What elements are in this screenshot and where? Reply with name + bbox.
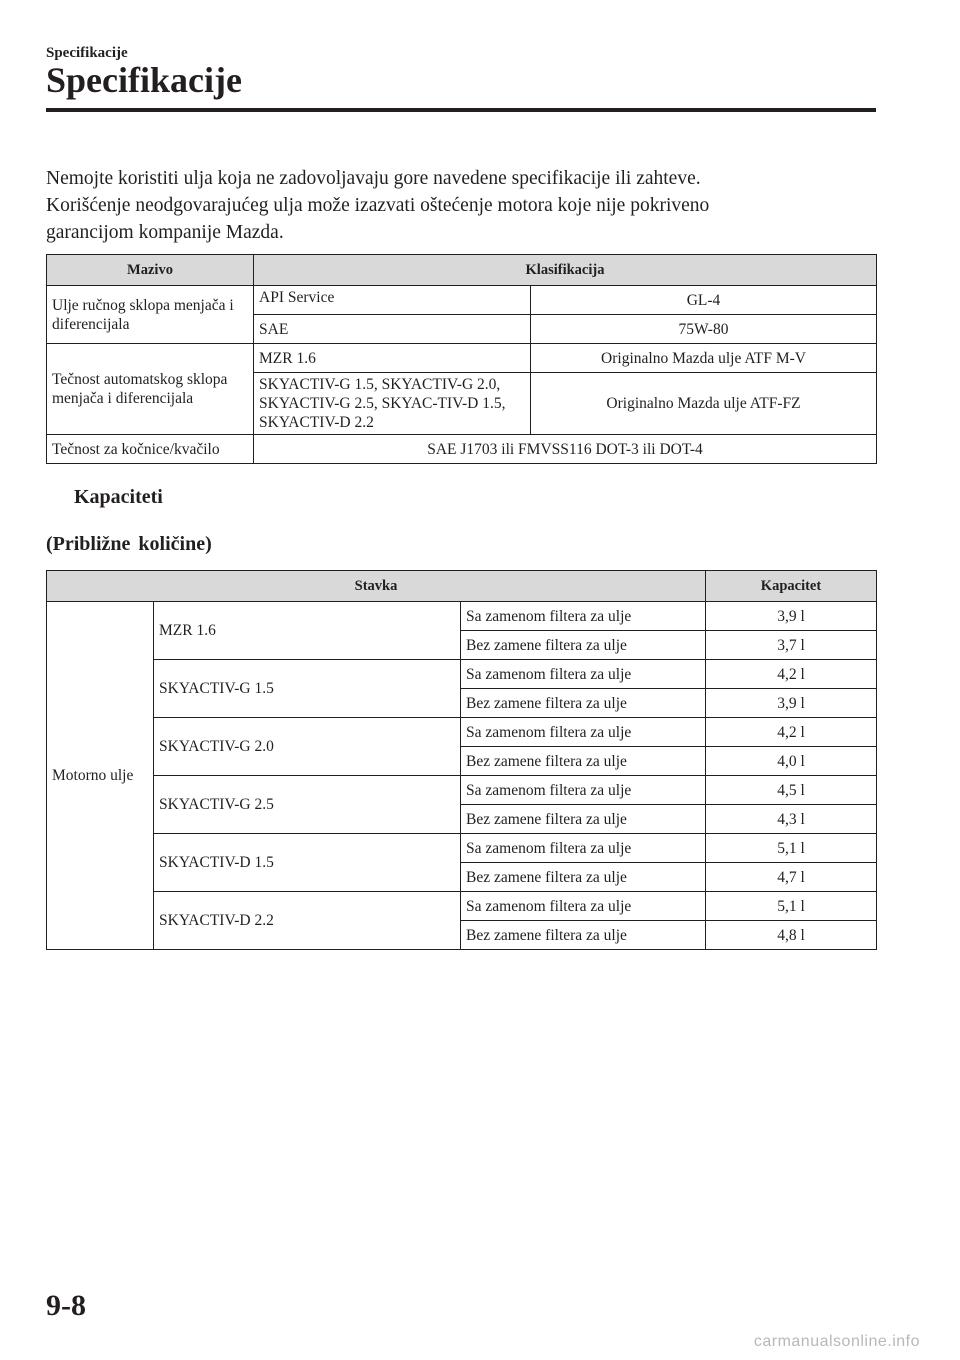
intro-line: garancijom kompanije Mazda. — [46, 222, 284, 243]
table-row — [47, 834, 877, 863]
capacity-desc: Bez zamene filtera za ulje — [461, 805, 706, 834]
header-klasifikacija: Klasifikacija — [254, 255, 877, 286]
capacity-table — [46, 570, 877, 950]
capacity-value: 4,5 l — [706, 776, 877, 805]
lubricant-spec-value: SAE J1703 ili FMVSS116 DOT-3 ili DOT-4 — [254, 435, 877, 464]
capacity-desc: Bez zamene filtera za ulje — [461, 747, 706, 776]
header-stavka: Stavka — [47, 571, 706, 602]
lubricant-name: Tečnost automatskog sklopa menjača i diferencijala — [47, 344, 254, 435]
lubricant-spec-key: API Service — [254, 286, 531, 315]
table-row — [47, 435, 877, 464]
engine-name: SKYACTIV-G 1.5 — [154, 660, 461, 718]
subheading: (Približne količine) — [46, 533, 212, 555]
page-number: 9-8 — [46, 1289, 86, 1322]
capacity-desc: Bez zamene filtera za ulje — [461, 631, 706, 660]
intro-line: Nemojte koristiti ulja koja ne zadovoljavaju gore navedene specifikacije ili zahteve. — [46, 168, 701, 189]
capacity-desc: Sa zamenom filtera za ulje — [461, 892, 706, 921]
capacity-value: 4,7 l — [706, 863, 877, 892]
intro-paragraph — [46, 165, 866, 246]
capacity-desc: Bez zamene filtera za ulje — [461, 921, 706, 950]
capacity-value: 4,3 l — [706, 805, 877, 834]
engine-name: SKYACTIV-D 2.2 — [154, 892, 461, 950]
table-row — [47, 286, 877, 315]
table-header-row — [47, 571, 877, 602]
engine-name: SKYACTIV-G 2.5 — [154, 776, 461, 834]
table-row — [47, 602, 877, 631]
table-row — [47, 344, 877, 373]
capacity-desc: Sa zamenom filtera za ulje — [461, 660, 706, 689]
capacity-value: 5,1 l — [706, 892, 877, 921]
table-row — [47, 718, 877, 747]
lubricant-name: Ulje ručnog sklopa menjača i diferencijala — [47, 286, 254, 344]
watermark: carmanualsonline.info — [753, 1333, 920, 1350]
capacity-value: 4,2 l — [706, 718, 877, 747]
header-kapacitet: Kapacitet — [706, 571, 877, 602]
lubricant-spec-key: SKYACTIV-G 1.5, SKYACTIV-G 2.0, SKYACTIV-G 2.5, SKYAC-TIV-D 1.5, SKYACTIV-D 2.2 — [254, 373, 531, 435]
capacity-value: 3,7 l — [706, 631, 877, 660]
engine-name: MZR 1.6 — [154, 602, 461, 660]
capacity-value: 3,9 l — [706, 602, 877, 631]
lubricant-spec-value: GL-4 — [531, 286, 877, 315]
lubricant-name: Tečnost za kočnice/kvačilo — [47, 435, 254, 464]
capacity-desc: Bez zamene filtera za ulje — [461, 863, 706, 892]
lubricant-spec-value: Originalno Mazda ulje ATF-FZ — [531, 373, 877, 435]
intro-line: Korišćenje neodgovarajućeg ulja može izazvati oštećenje motora koje nije pokriveno — [46, 195, 710, 216]
lubricant-spec-value: Originalno Mazda ulje ATF M-V — [531, 344, 877, 373]
lubricant-spec-key: SAE — [254, 315, 531, 344]
capacity-desc: Sa zamenom filtera za ulje — [461, 834, 706, 863]
page-title: Specifikacije — [46, 60, 242, 100]
section-heading: Kapaciteti — [74, 486, 163, 508]
header-mazivo: Mazivo — [47, 255, 254, 286]
capacity-desc: Sa zamenom filtera za ulje — [461, 602, 706, 631]
lubricant-spec-key: MZR 1.6 — [254, 344, 531, 373]
capacity-item: Motorno ulje — [47, 602, 154, 950]
lubricant-table — [46, 254, 877, 464]
table-row — [47, 892, 877, 921]
engine-name: SKYACTIV-G 2.0 — [154, 718, 461, 776]
capacity-desc: Sa zamenom filtera za ulje — [461, 776, 706, 805]
capacity-value: 4,0 l — [706, 747, 877, 776]
capacity-value: 5,1 l — [706, 834, 877, 863]
capacity-value: 4,2 l — [706, 660, 877, 689]
table-row — [47, 776, 877, 805]
capacity-value: 4,8 l — [706, 921, 877, 950]
title-rule — [46, 108, 876, 112]
table-row — [47, 660, 877, 689]
breadcrumb: Specifikacije — [46, 45, 128, 61]
capacity-value: 3,9 l — [706, 689, 877, 718]
capacity-desc: Sa zamenom filtera za ulje — [461, 718, 706, 747]
table-header-row — [47, 255, 877, 286]
capacity-desc: Bez zamene filtera za ulje — [461, 689, 706, 718]
lubricant-spec-value: 75W-80 — [531, 315, 877, 344]
engine-name: SKYACTIV-D 1.5 — [154, 834, 461, 892]
